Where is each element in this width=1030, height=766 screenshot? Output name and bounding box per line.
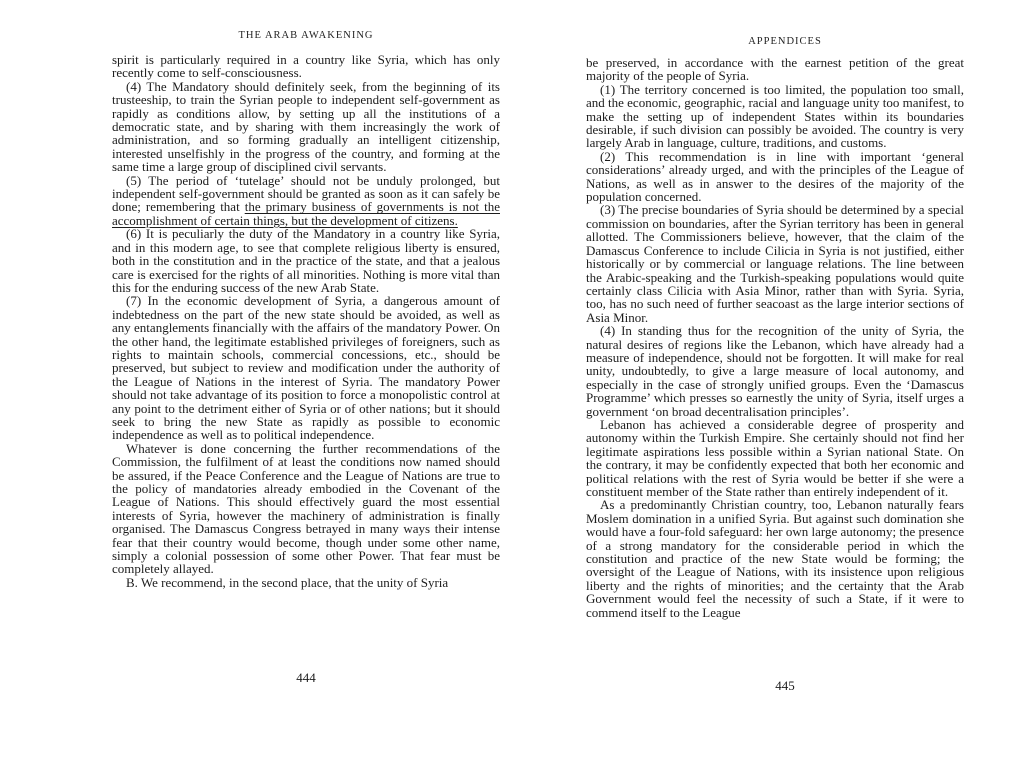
paragraph: Lebanon has achieved a considerable degree of prosperity and autonomy within the Turkish Empire. She certainly should not find her legitimate aspirations less possible within a Syrian national State. On the contrary, it may be confidently expected that both her economic and political relations with the rest of Syria would be better if she were a constituent member of the State rather than entirely independent of it.	[586, 416, 964, 499]
paragraph	[112, 174, 500, 228]
paragraph: (7) In the economic development of Syria, a dangerous amount of indebtedness on the part of the new state should be avoided, as well as any entanglements financially with the affairs of the mandatory Power. On the other hand, the legitimate established privileges of foreigners, such as rights to maintain schools, commercial concessions, etc., should be preserved, but subject to review and modification under the authority of the League of Nations in the interest of Syria. The mandatory Power should not take advantage of its position to force a monopolistic control at any point to the detriment either of Syria or of other nations; but it should seek to bring the new State as rapidly as possible to economic independence as well as to political independence.	[112, 293, 500, 443]
page-body	[112, 53, 500, 589]
page-number: 445	[775, 678, 795, 693]
paragraph-text: (5) The period of ‘tutelage’ should not be unduly prolonged, but independent self-government should be granted as soon as it can safely be done; remembering that	[112, 172, 500, 215]
paragraph: be preserved, in accordance with the earnest petition of the great majority of the people of Syria.	[586, 55, 964, 84]
paragraph: (1) The territory concerned is too limited, the population too small, and the economic, geographic, racial and language unity too manifest, to make the setting up of independent States within its boundaries desirable, if such division can possibly be avoided. The country is very largely Arab in language, culture, traditions, and customs.	[586, 81, 964, 151]
running-head: APPENDICES	[748, 36, 822, 47]
underlined-text: the primary business of governments is not the accomplishment of certain things, but the development of citizens.	[112, 199, 500, 228]
paragraph: B. We recommend, in the second place, that the unity of Syria	[126, 574, 449, 590]
paragraph: (3) The precise boundaries of Syria should be determined by a special commission on boundaries, after the Syrian territory has been in general allotted. The Commissioners believe, however, that the claim of the Damascus Conference to include Cilicia in Syria is not justified, either historically or by commercial or language relations. The line between the Arabic-speaking and the Turkish-speaking populations would quite certainly class Cilicia with Asia Minor, rather than with Syria. Syria, too, has no such need of further seacoast as the large interior sections of Asia Minor.	[586, 202, 964, 325]
paragraph: (4) In standing thus for the recognition of the unity of Syria, the natural desires of regions like the Lebanon, which have already had a measure of independence, should not be forgotten. It will make for real unity, undoubtedly, to give a large measure of local autonomy, and especially in the case of strongly unified groups. Even the ‘Damascus Programme’ which presses so earnestly the unity of Syria, itself urges a government ‘on broad decentralisation principles’.	[586, 323, 964, 419]
page-number: 444	[296, 670, 316, 685]
running-head: THE ARAB AWAKENING	[238, 30, 374, 41]
paragraph: (6) It is peculiarly the duty of the Mandatory in a country like Syria, and in this modern age, to see that complete religious liberty is ensured, both in the constitution and in the practice of the state, and that a jealous care is exercised for the rights of all minorities. Nothing is more vital than this for the enduring success of the new Arab State.	[112, 226, 500, 295]
paragraph: spirit is particularly required in a country like Syria, which has only recently come to self-consciousness.	[112, 52, 500, 81]
paragraph: As a predominantly Christian country, too, Lebanon naturally fears Moslem domination in a unified Syria. But against such domination she would have a four-fold safeguard: her own large autonomy; the presence of a strong mandatory for the considerable period in which the constitution and practice of the new State would be forming; the oversight of the League of Nations, with its insistence upon religious liberty and the rights of minorities; and the certainty that the Arab Government would feel the necessity of such a State, if it were to commend itself to the League	[586, 497, 964, 620]
paragraph: (4) The Mandatory should definitely seek, from the beginning of its trusteeship, to train the Syrian people to independent self-government as rapidly as conditions allow, by setting up all the institutions of a democratic state, and by sharing with them increasingly the work of administration, and so forming gradually an intelligent citizenship, interested unselfishly in the progress of the country, and forming at the same time a large group of disciplined civil servants.	[112, 78, 500, 175]
page-body	[586, 56, 964, 619]
paragraph: (2) This recommendation is in line with important ‘general considerations’ already urged, and with the principles of the League of Nations, as well as in answer to the desires of the majority of the population concerned.	[586, 148, 964, 205]
paragraph: Whatever is done concerning the further recommendations of the Commission, the fulfilment of at least the conditions now named should be assured, if the Peace Conference and the League of Nations are true to the policy of mandatories already embodied in the Covenant of the League of Nations. This should effectively guard the most essential interests of Syria, however the machinery of administration is finally organised. The Damascus Congress betrayed in many ways their intense fear that their country would become, though under some other name, simply a colonial possession of some other Power. That fear must be completely allayed.	[112, 440, 500, 577]
